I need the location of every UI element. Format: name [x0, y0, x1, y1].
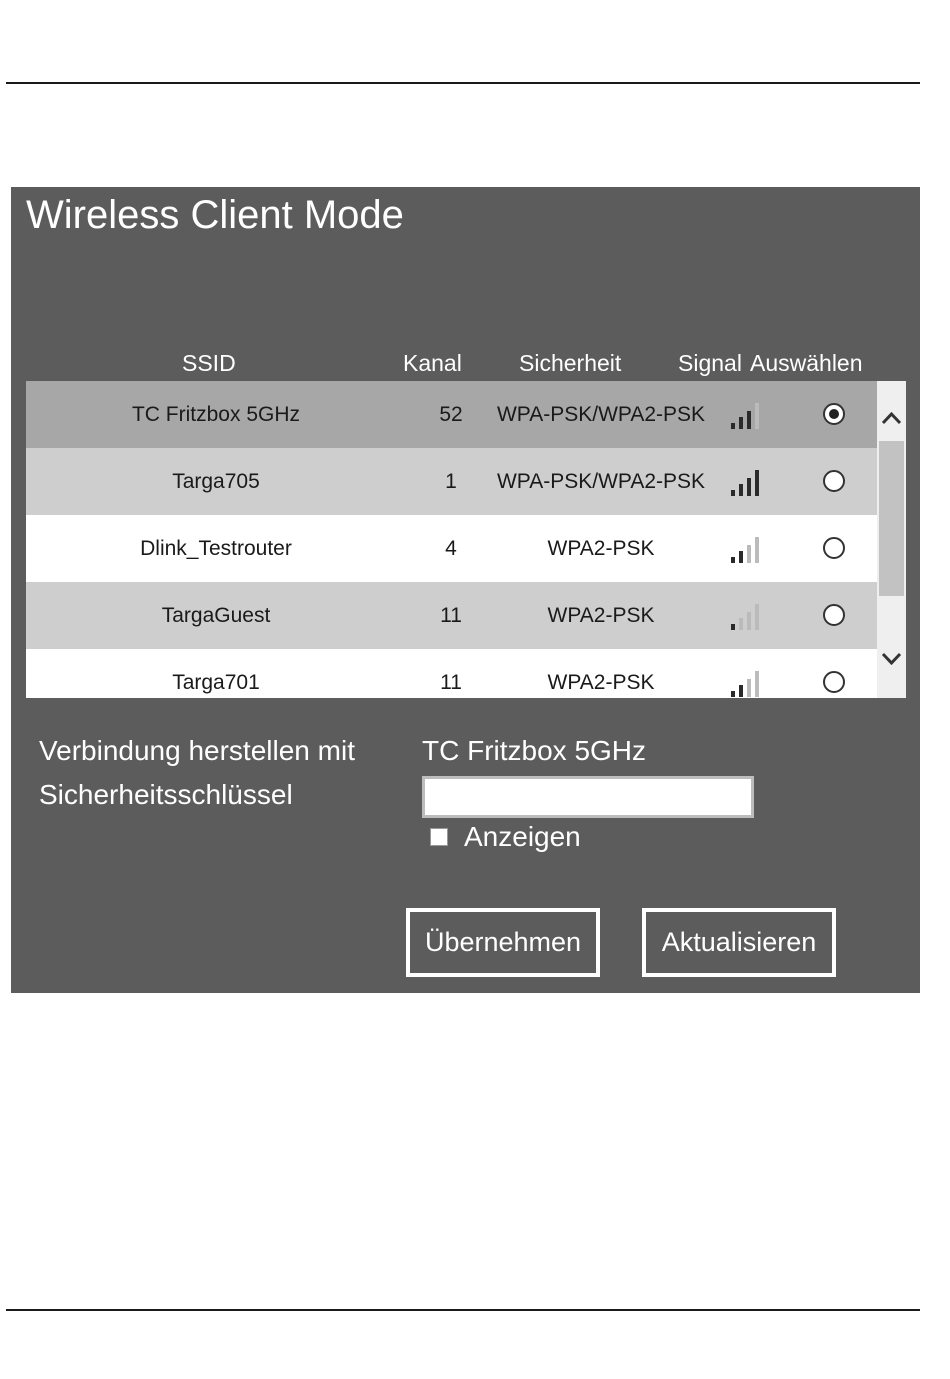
column-header-ssid: SSID [182, 350, 236, 376]
apply-button[interactable]: Übernehmen [406, 908, 600, 977]
column-header-kanal: Kanal [403, 350, 462, 376]
sicherheit-cell: WPA-PSK/WPA2-PSK [496, 470, 706, 493]
column-header-sicherheit: Sicherheit [519, 350, 622, 376]
ssid-cell: Targa701 [172, 671, 260, 694]
ssid-cell: TargaGuest [161, 604, 271, 627]
signal-strength-icon [731, 669, 767, 697]
table-row[interactable] [26, 582, 877, 649]
kanal-cell: 52 [439, 403, 463, 426]
radio-button[interactable] [823, 470, 845, 492]
kanal-cell: 4 [445, 537, 457, 560]
radio-button[interactable] [823, 403, 845, 425]
kanal-cell: 1 [445, 470, 457, 493]
chevron-down-icon[interactable] [877, 644, 906, 674]
scrollbar[interactable] [877, 381, 906, 698]
signal-strength-icon [731, 602, 767, 630]
radio-button[interactable] [823, 671, 845, 693]
bottom-rule [6, 1309, 920, 1311]
column-header-auswaehlen: Auswählen [750, 350, 863, 376]
scroll-thumb[interactable] [879, 441, 904, 596]
refresh-button[interactable]: Aktualisieren [642, 908, 836, 977]
page-title: Wireless Client Mode [26, 193, 404, 237]
security-key-input[interactable] [422, 776, 754, 818]
signal-strength-icon [731, 401, 767, 429]
show-key-label[interactable]: Anzeigen [464, 821, 581, 852]
table-row[interactable] [26, 649, 877, 698]
chevron-up-icon[interactable] [877, 403, 906, 433]
sicherheit-cell: WPA2-PSK [547, 604, 655, 627]
sicherheit-cell: WPA-PSK/WPA2-PSK [496, 403, 706, 426]
sicherheit-cell: WPA2-PSK [547, 537, 655, 560]
table-row[interactable] [26, 448, 877, 515]
ssid-cell: Targa705 [172, 470, 260, 493]
network-list[interactable] [26, 381, 906, 698]
table-row[interactable] [26, 515, 877, 582]
security-key-label: Sicherheitsschlüssel [39, 779, 293, 810]
column-header-signal: Signal [678, 350, 742, 376]
kanal-cell: 11 [440, 604, 462, 627]
connect-label: Verbindung herstellen mit [39, 735, 355, 766]
kanal-cell: 11 [440, 671, 462, 694]
show-key-checkbox[interactable] [430, 828, 448, 846]
signal-strength-icon [731, 535, 767, 563]
radio-button[interactable] [823, 537, 845, 559]
radio-button[interactable] [823, 604, 845, 626]
ssid-cell: Dlink_Testrouter [140, 537, 292, 560]
wireless-client-mode-panel [11, 187, 920, 993]
ssid-cell: TC Fritzbox 5GHz [131, 403, 301, 426]
sicherheit-cell: WPA2-PSK [547, 671, 655, 694]
signal-strength-icon [731, 468, 767, 496]
top-rule [6, 82, 920, 84]
table-row[interactable] [26, 381, 877, 448]
connect-value: TC Fritzbox 5GHz [422, 735, 647, 766]
